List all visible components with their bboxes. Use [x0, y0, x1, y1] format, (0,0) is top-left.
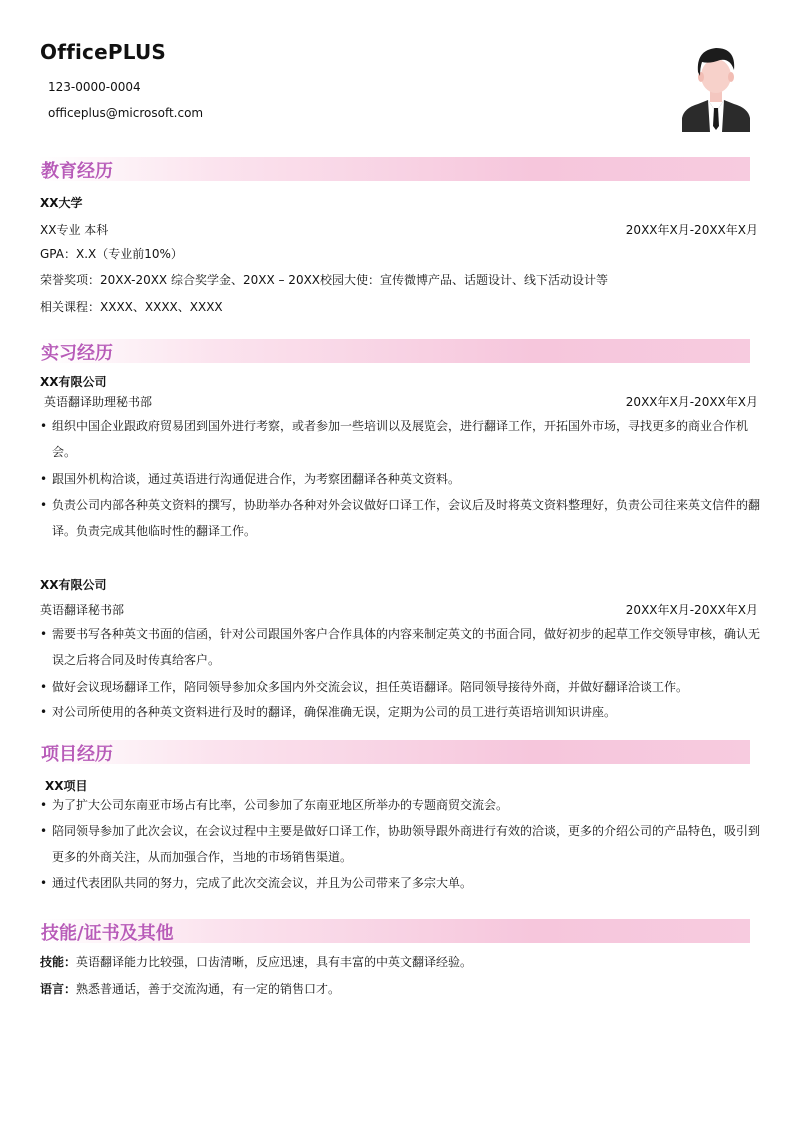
bullet-icon: •	[40, 498, 48, 512]
bullet-icon: •	[40, 705, 48, 719]
section-title-project: 项目经历	[41, 744, 113, 765]
bullet-icon: •	[40, 680, 48, 694]
courses: 相关课程：XXXX、XXXX、XXXX	[40, 300, 223, 314]
phone-number: 123-0000-0004	[48, 80, 141, 94]
list-item	[40, 413, 760, 465]
list-item	[40, 870, 760, 896]
honors: 荣誉奖项：20XX-20XX 综合奖学金、20XX – 20XX校园大使：宣传微博产品、话题设计、线下活动设计等	[40, 273, 609, 287]
skills-line	[40, 953, 472, 970]
bullet-icon: •	[40, 627, 48, 641]
gpa: GPA：X.X（专业前10%）	[40, 247, 183, 261]
job-role: 英语翻译助理秘书部	[44, 395, 153, 409]
section-bar-education	[38, 157, 750, 181]
list-item-text: 陪同领导参加了此次会议，在会议过程中主要是做好口译工作，协助领导跟外商进行有效的洽谈，更多的介绍公司的产品特色，吸引到更多的外商关注，从而加强合作，当地的市场销售渠道。	[52, 824, 761, 864]
list-item-text: 为了扩大公司东南亚市场占有比率，公司参加了东南亚地区所举办的专题商贸交流会。	[52, 798, 509, 812]
list-item	[40, 466, 760, 492]
bullet-icon: •	[40, 798, 48, 812]
list-item	[40, 621, 760, 673]
list-item	[40, 674, 760, 700]
list-item-text: 通过代表团队共同的努力，完成了此次交流会议，并且为公司带来了多宗大单。	[52, 876, 473, 890]
job-dates: 20XX年X月-20XX年X月	[625, 395, 758, 409]
candidate-name: OfficePLUS	[40, 40, 167, 64]
section-title-education: 教育经历	[41, 161, 113, 182]
person-avatar-icon	[682, 42, 750, 132]
list-item	[40, 699, 760, 725]
list-item	[40, 792, 760, 818]
list-item-text: 负责公司内部各种英文资料的撰写，协助举办各种对外会议做好口译工作，会议后及时将英文资料整理好，负责公司往来英文信件的翻译。负责完成其他临时性的翻译工作。	[52, 498, 761, 538]
email-address: officeplus@microsoft.com	[48, 106, 204, 120]
school-name: XX大学	[40, 196, 83, 210]
section-bar-internship	[38, 339, 750, 363]
bullet-icon: •	[40, 824, 48, 838]
project-name: XX项目	[45, 779, 88, 793]
bullet-icon: •	[40, 472, 48, 486]
section-title-skills: 技能/证书及其他	[41, 923, 174, 944]
company-name: XX有限公司	[40, 375, 107, 389]
language-line	[40, 980, 340, 997]
list-item-text: 组织中国企业跟政府贸易团到国外进行考察，或者参加一些培训以及展览会，进行翻译工作，开拓国外市场，寻找更多的商业合作机会。	[52, 419, 749, 459]
skills-text: 英语翻译能力比较强，口齿清晰，反应迅速，具有丰富的中英文翻译经验。	[76, 955, 473, 969]
skills-label: 技能：	[40, 955, 77, 969]
list-item-text: 对公司所使用的各种英文资料进行及时的翻译，确保准确无误，定期为公司的员工进行英语培训知识讲座。	[52, 705, 617, 719]
section-bar-project	[38, 740, 750, 764]
language-text: 熟悉普通话，善于交流沟通，有一定的销售口才。	[76, 982, 341, 996]
list-item-text: 需要书写各种英文书面的信函，针对公司跟国外客户合作具体的内容来制定英文的书面合同，做好初步的起草工作交领导审核，确认无误之后将合同及时传真给客户。	[52, 627, 761, 667]
list-item	[40, 492, 760, 544]
section-title-internship: 实习经历	[41, 343, 113, 364]
list-item	[40, 818, 760, 870]
list-item-text: 跟国外机构洽谈，通过英语进行沟通促进合作，为考察团翻译各种英文资料。	[52, 472, 461, 486]
language-label: 语言：	[40, 982, 77, 996]
job-role: 英语翻译秘书部	[40, 603, 125, 617]
company-name: XX有限公司	[40, 578, 107, 592]
job-dates: 20XX年X月-20XX年X月	[625, 603, 758, 617]
list-item-text: 做好会议现场翻译工作，陪同领导参加众多国内外交流会议，担任英语翻译。陪同领导接待外商，并做好翻译洽谈工作。	[52, 680, 689, 694]
education-dates: 20XX年X月-20XX年X月	[625, 223, 758, 237]
bullet-icon: •	[40, 876, 48, 890]
bullet-icon: •	[40, 419, 48, 433]
major-degree: XX专业 本科	[40, 223, 109, 237]
